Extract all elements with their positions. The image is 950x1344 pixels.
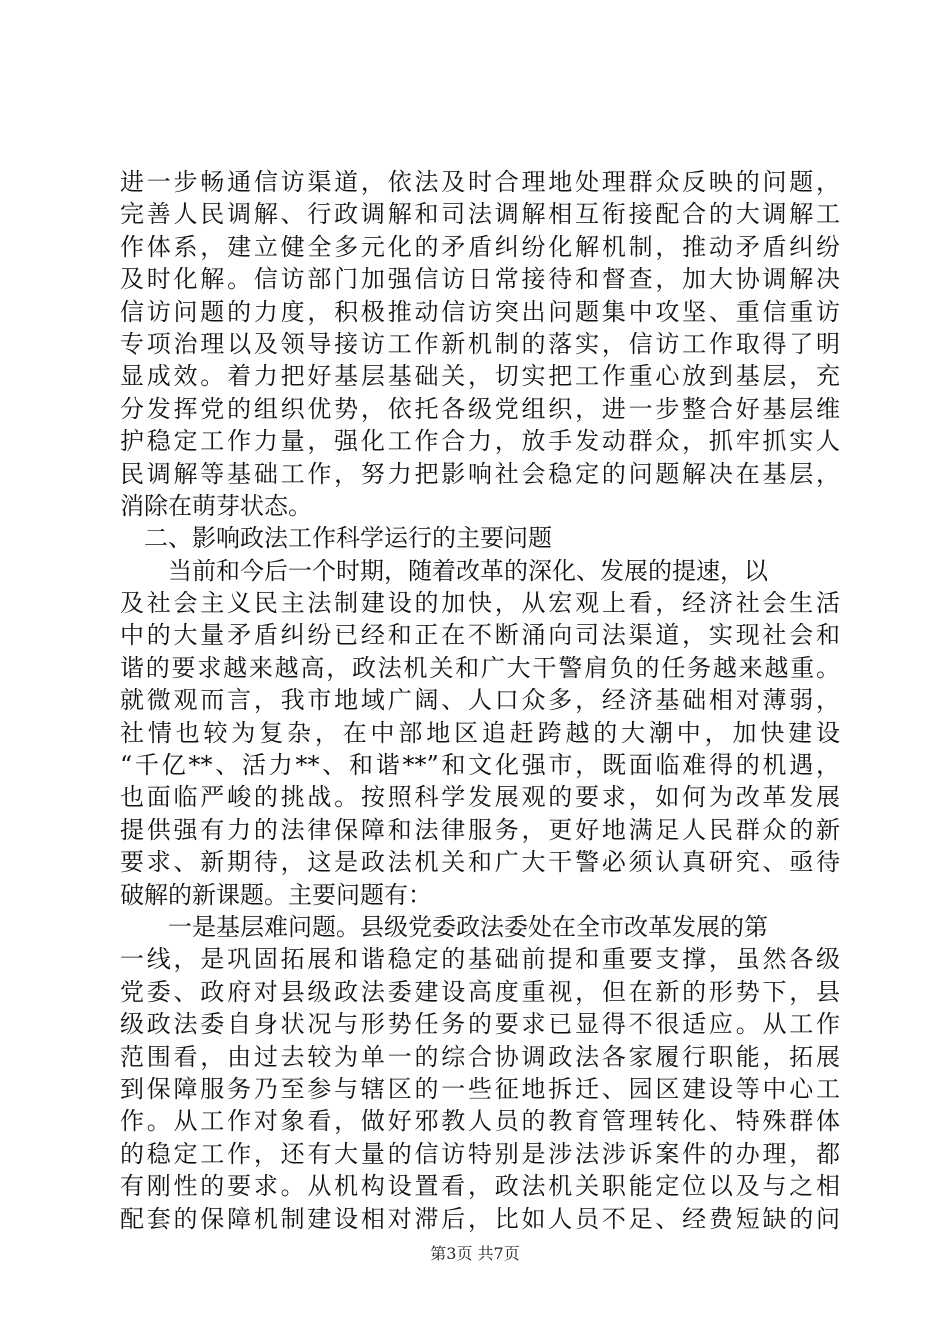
text-line: 破解的新课题。主要问题有： [120,880,432,909]
text-line: 配套的保障机制建设相对滞后，比如人员不足、经费短缺的问 [120,1204,840,1233]
text-line: 显成效。着力把好基层基础关，切实把工作重心放到基层，充 [120,362,840,391]
text-line: 民调解等基础工作，努力把影响社会稳定的问题解决在基层， [120,459,840,488]
text-line: 也面临严峻的挑战。按照科学发展观的要求，如何为改革发展 [120,783,840,812]
text-line: 当前和今后一个时期，随着改革的深化、发展的提速，以 [168,556,768,585]
section-heading: 二、影响政法工作科学运行的主要问题 [144,524,552,553]
text-line: 专项治理以及领导接访工作新机制的落实，信访工作取得了明 [120,329,840,358]
text-line: 级政法委自身状况与形势任务的要求已显得不很适应。从工作 [120,1010,840,1039]
text-line: 的稳定工作，还有大量的信访特别是涉法涉诉案件的办理，都 [120,1139,840,1168]
text-line: 就微观而言，我市地域广阔、人口众多，经济基础相对薄弱， [120,686,840,715]
text-line: “千亿**、活力**、和谐**”和文化强市，既面临难得的机遇， [120,751,840,780]
text-line: 提供强有力的法律保障和法律服务，更好地满足人民群众的新 [120,815,840,844]
document-body [120,166,840,1235]
text-line: 消除在萌芽状态。 [120,491,312,520]
text-line: 完善人民调解、行政调解和司法调解相互衔接配合的大调解工 [120,200,840,229]
text-line: 及社会主义民主法制建设的加快，从宏观上看，经济社会生活 [120,589,840,618]
text-line: 谐的要求越来越高，政法机关和广大干警肩负的任务越来越重。 [120,653,840,682]
page-footer: 第3页 共7页 [430,1244,520,1263]
text-line: 有刚性的要求。从机构设置看，政法机关职能定位以及与之相 [120,1172,840,1201]
text-line: 作。从工作对象看，做好邪教人员的教育管理转化、特殊群体 [120,1107,840,1136]
text-line: 一是基层难问题。县级党委政法委处在全市改革发展的第 [168,912,768,941]
text-line: 作体系，建立健全多元化的矛盾纠纷化解机制，推动矛盾纠纷 [120,232,840,261]
text-line: 信访问题的力度，积极推动信访突出问题集中攻坚、重信重访 [120,297,840,326]
text-line: 及时化解。信访部门加强信访日常接待和督查，加大协调解决 [120,265,840,294]
text-line: 到保障服务乃至参与辖区的一些征地拆迁、园区建设等中心工 [120,1074,840,1103]
text-line: 社情也较为复杂，在中部地区追赶跨越的大潮中，加快建设 [120,718,840,747]
text-line: 分发挥党的组织优势，依托各级党组织，进一步整合好基层维 [120,394,840,423]
text-line: 进一步畅通信访渠道，依法及时合理地处理群众反映的问题， [120,168,840,196]
text-line: 一线，是巩固拓展和谐稳定的基础前提和重要支撑，虽然各级 [120,945,840,974]
text-line: 中的大量矛盾纠纷已经和正在不断涌向司法渠道，实现社会和 [120,621,840,650]
text-line: 护稳定工作力量，强化工作合力，放手发动群众，抓牢抓实人 [120,427,840,456]
text-line: 要求、新期待，这是政法机关和广大干警必须认真研究、亟待 [120,848,840,877]
text-line: 党委、政府对县级政法委建设高度重视，但在新的形势下，县 [120,977,840,1006]
text-line: 范围看，由过去较为单一的综合协调政法各家履行职能，拓展 [120,1042,840,1071]
